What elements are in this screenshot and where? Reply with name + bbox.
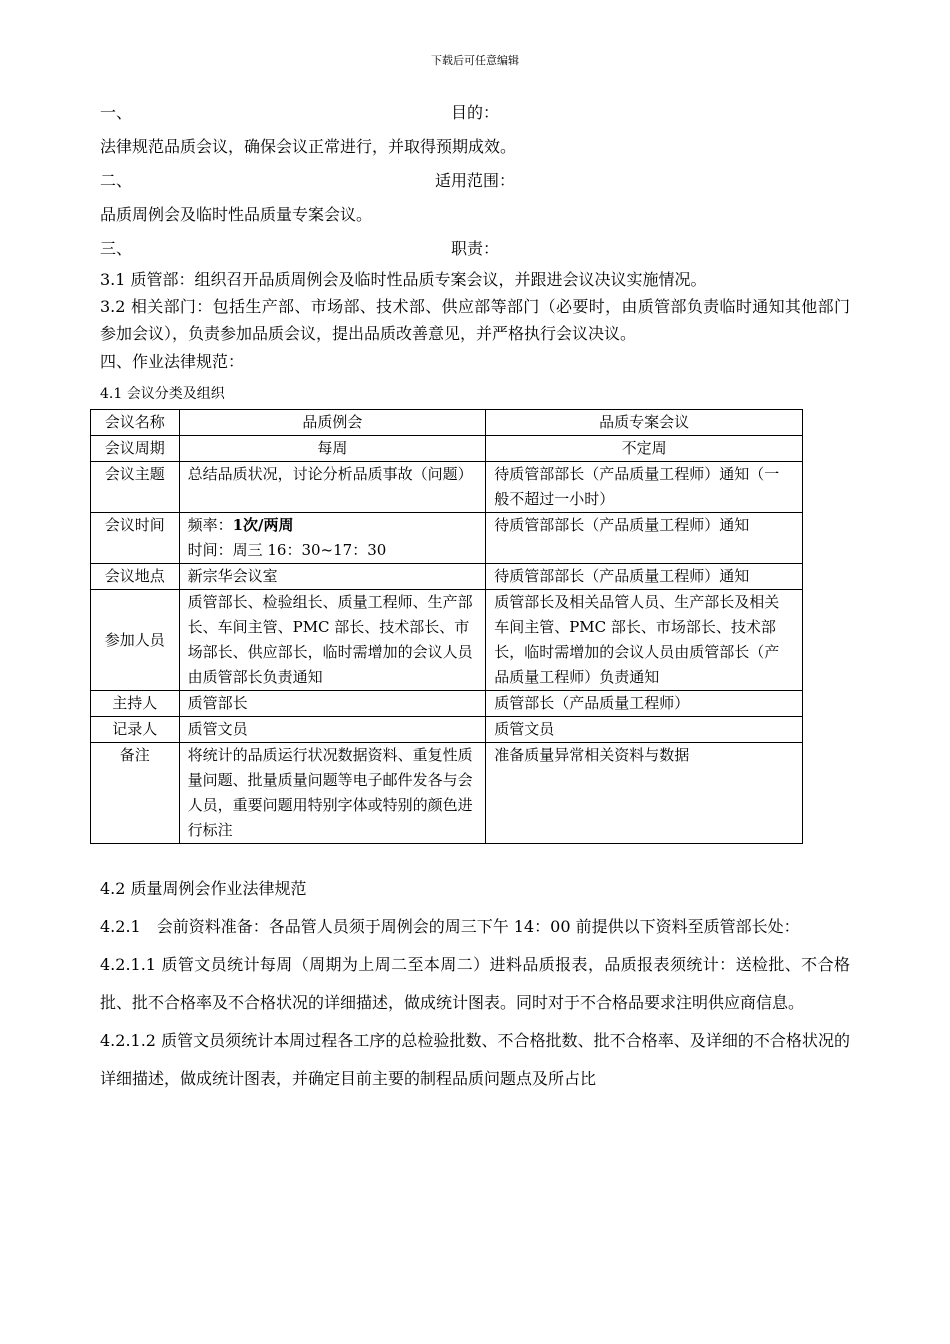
- table-row-recorder: [91, 717, 803, 743]
- section-2-body: 品质周例会及临时性品质量专案会议。: [100, 205, 373, 224]
- table-cell: 不定周: [486, 436, 803, 462]
- paragraph-4-2-1: 4.2.1 会前资料准备：各品管人员须于周例会的周三下午 14：00 前提供以下资料至质管部长处：: [100, 917, 800, 936]
- section-2-heading: [100, 164, 850, 198]
- section-1-body: 法律规范品质会议，确保会议正常进行，并取得预期成效。: [100, 137, 517, 156]
- table-cell: 质管部长及相关品管人员、生产部长及相关车间主管、PMC 部长、市场部长、技术部长，临时需增加的会议人员由质管部长（产品质量工程师）负责通知: [486, 590, 803, 691]
- table-cell: 会议时间: [91, 513, 180, 564]
- section-number: 一、: [100, 103, 133, 122]
- section-3-heading: [100, 232, 850, 266]
- table-cell: 待质管部部长（产品质量工程师）通知: [486, 564, 803, 590]
- table-cell: 品质专案会议: [486, 410, 803, 436]
- table-cell: 每周: [179, 436, 486, 462]
- meeting-table: [90, 409, 803, 844]
- frequency-value: 1次/两周: [232, 516, 294, 534]
- section-4-2: [100, 870, 850, 1098]
- table-cell: 将统计的品质运行状况数据资料、重复性质量问题、批量质量问题等电子邮件发各与会人员，重要问题用特别字体或特别的颜色进行标注: [179, 743, 486, 844]
- table-row-remark: [91, 743, 803, 844]
- table-cell: 会议地点: [91, 564, 180, 590]
- table-cell: 会议主题: [91, 462, 180, 513]
- table-cell: 总结品质状况，讨论分析品质事故（问题）: [179, 462, 486, 513]
- table-row-time: [91, 513, 803, 564]
- table-cell: 质管部长: [179, 691, 486, 717]
- paragraph-4-2-1-1: 4.2.1.1 质管文员统计每周（周期为上周二至本周二）进料品质报表，品质报表须统计：送检批、不合格批、批不合格率及不合格状况的详细描述，做成统计图表。同时对于不合格品要求注明供应商信息。: [100, 955, 850, 1012]
- table-cell: 待质管部部长（产品质量工程师）通知: [486, 513, 803, 564]
- table-cell: 质管部长、检验组长、质量工程师、生产部长、车间主管、PMC 部长、技术部长、市场部长、供应部长，临时需增加的会议人员由质管部长负责通知: [179, 590, 486, 691]
- page-header-note: 下载后可任意编辑: [431, 54, 519, 67]
- table-cell: 质管部长（产品质量工程师）: [486, 691, 803, 717]
- table-cell: 品质例会: [179, 410, 486, 436]
- table-cell: 会议名称: [91, 410, 180, 436]
- table-cell: 质管文员: [179, 717, 486, 743]
- subsection-4-2-title: 4.2 质量周例会作业法律规范: [100, 879, 307, 898]
- section-4-heading: 四、作业法律规范：: [100, 352, 245, 371]
- table-row-place: [91, 564, 803, 590]
- table-cell: 主持人: [91, 691, 180, 717]
- table-row-attendees: [91, 590, 803, 691]
- subsection-4-1-title: 4.1 会议分类及组织: [100, 386, 225, 402]
- section-3-paragraph-1: 3.1 质管部：组织召开品质周例会及临时性品质专案会议，并跟进会议决议实施情况。: [100, 270, 707, 289]
- document-body: [100, 96, 850, 1098]
- section-1-heading: [100, 96, 850, 130]
- section-3-paragraph-2: 3.2 相关部门：包括生产部、市场部、技术部、供应部等部门（必要时，由质管部负责临时通知其他部门参加会议），负责参加品质会议，提出品质改善意见，并严格执行会议决议。: [100, 297, 850, 343]
- section-title: 职责：: [450, 239, 499, 258]
- time-line: 时间：周三 16：30~17：30: [187, 541, 387, 559]
- table-row-topic: [91, 462, 803, 513]
- frequency-label: 频率：: [187, 516, 233, 534]
- frequency-line: [188, 513, 478, 538]
- section-number: 三、: [100, 239, 133, 258]
- paragraph-4-2-1-2: 4.2.1.2 质管文员须统计本周过程各工序的总检验批数、不合格批数、批不合格率、及详细的不合格状况的详细描述，做成统计图表，并确定目前主要的制程品质问题点及所占比: [100, 1031, 850, 1088]
- table-cell: 参加人员: [91, 590, 180, 691]
- section-title: 目的：: [450, 103, 499, 122]
- table-cell: 备注: [91, 743, 180, 844]
- table-cell: 待质管部部长（产品质量工程师）通知（一般不超过一小时）: [486, 462, 803, 513]
- table-cell: 新宗华会议室: [179, 564, 486, 590]
- table-cell: 会议周期: [91, 436, 180, 462]
- section-title: 适用范围：: [434, 171, 515, 190]
- section-number: 二、: [100, 171, 133, 190]
- table-row-period: [91, 436, 803, 462]
- table-row-header: [91, 410, 803, 436]
- table-cell: [179, 513, 486, 564]
- table-cell: 准备质量异常相关资料与数据: [486, 743, 803, 844]
- table-cell: 质管文员: [486, 717, 803, 743]
- table-cell: 记录人: [91, 717, 180, 743]
- table-row-host: [91, 691, 803, 717]
